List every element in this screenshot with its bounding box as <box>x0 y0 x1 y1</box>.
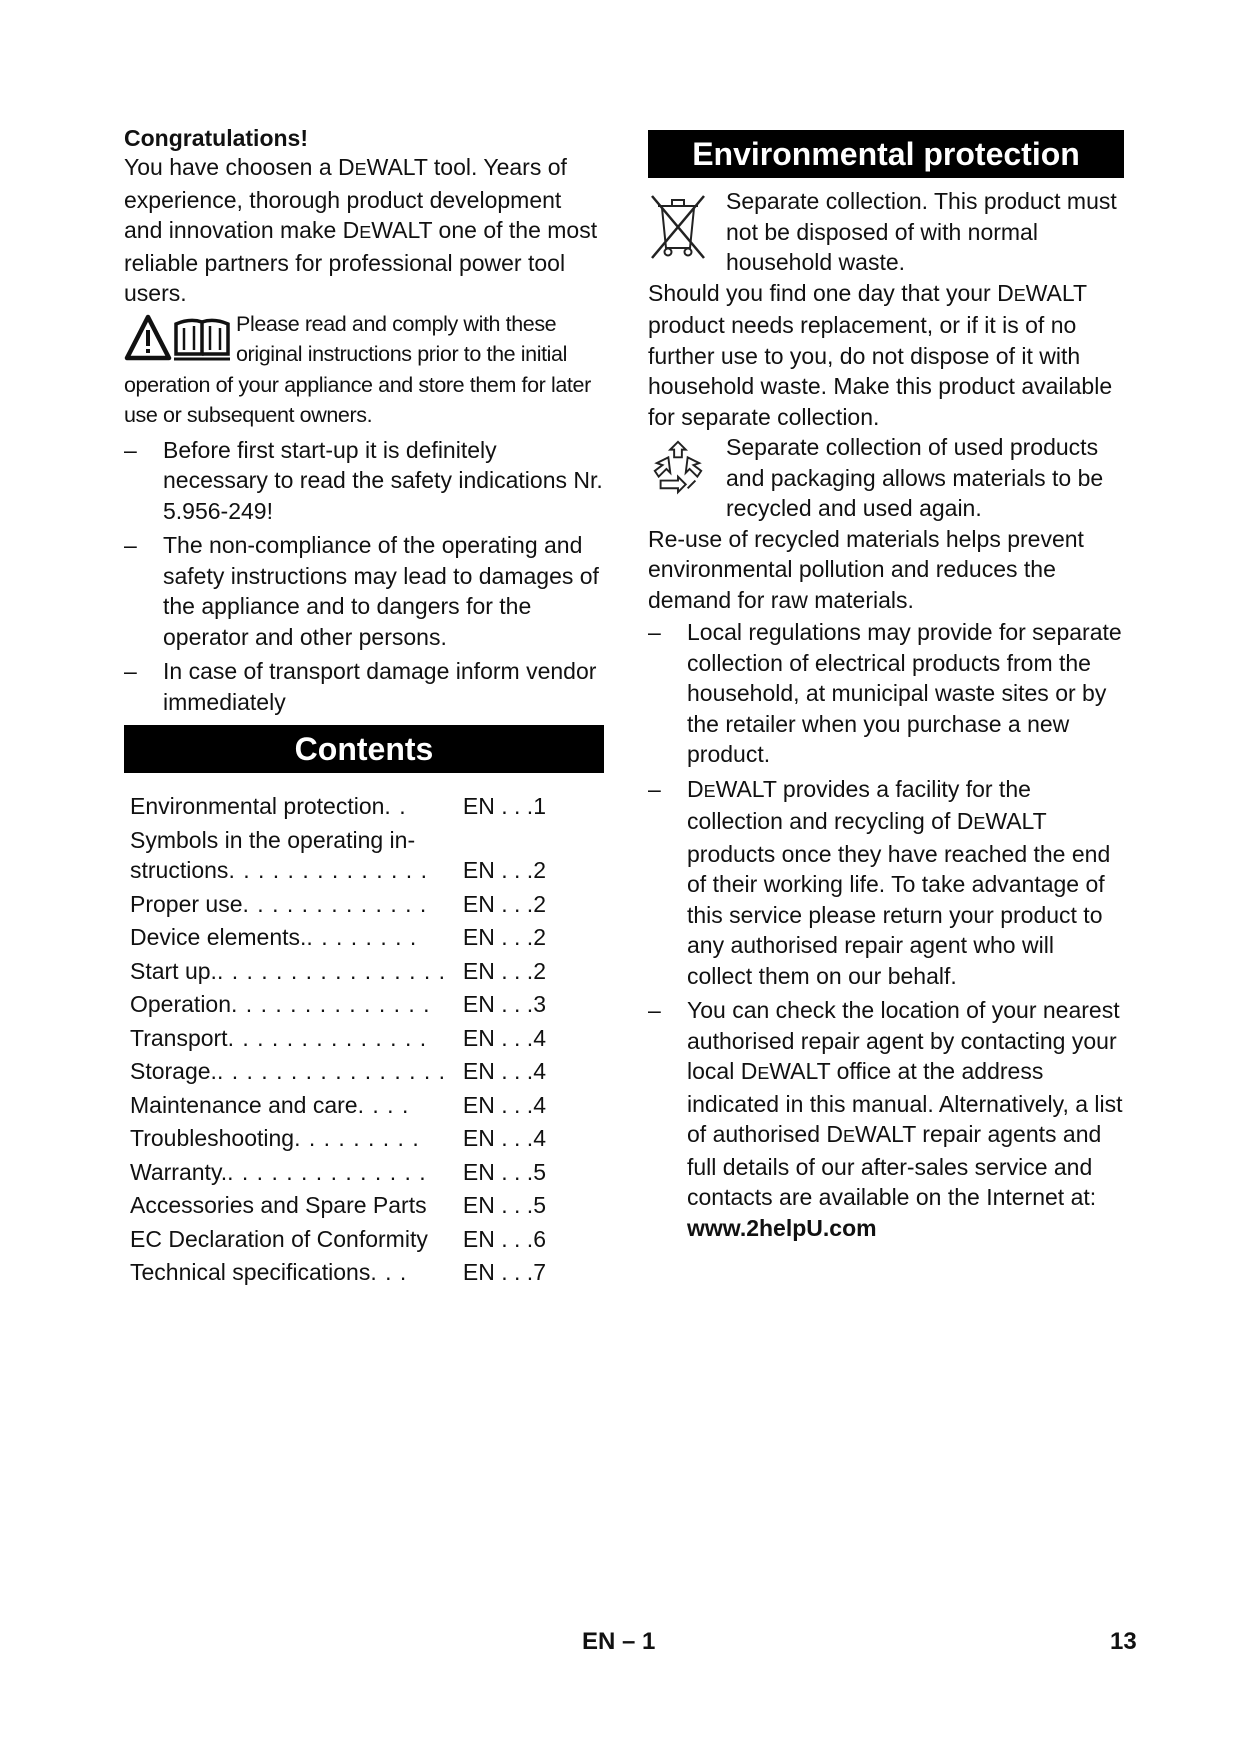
toc-entry-storage[interactable]: Storage. . . . . . . . . . . . . . . . . EN . . .4 <box>130 1058 546 1084</box>
right-column <box>648 124 1124 1247</box>
toc-entry-technical-specifications[interactable]: Technical specifications . . . EN . . .7 <box>130 1259 546 1285</box>
toc-entry-device-elements[interactable]: Device elements. . . . . . . . . EN . . .2 <box>130 924 546 950</box>
toc-entry-proper-use[interactable]: Proper use . . . . . . . . . . . . . EN . . .2 <box>130 890 546 917</box>
recycling-icon <box>648 438 708 496</box>
helpu-link[interactable]: www.2helpU.com <box>687 1214 877 1241</box>
contents-heading: Contents <box>124 725 604 773</box>
toc-entry-symbols-line1[interactable]: Symbols in the operating in- <box>130 826 416 853</box>
table-of-contents <box>124 791 604 1288</box>
toc-entry-start-up[interactable]: Start up. . . . . . . . . . . . . . . . . EN . . .2 <box>130 957 546 984</box>
recycling-block <box>648 432 1124 524</box>
toc-entry-accessories[interactable]: Accessories and Spare Parts EN . . .5 <box>130 1192 546 1218</box>
list-item: – Local regulations may provide for separate collection of electrical products from the household, at municipal waste sites or by the retailer when you purchase a new product. <box>648 619 1122 767</box>
reuse-paragraph: Re-use of recycled materials helps prevent environmental pollution and reduces the demand for raw materials. <box>648 525 1084 613</box>
page-number: 13 <box>1110 1628 1137 1655</box>
environmental-protection-heading: Environmental protection <box>648 130 1124 178</box>
recycling-text: Separate collection of used products and packaging allows materials to be recycled and used again. <box>726 434 1104 521</box>
safety-bullet-list <box>124 435 604 718</box>
left-column <box>124 124 604 1291</box>
warning-manual-icon <box>124 314 236 362</box>
toc-entry-warranty[interactable]: Warranty. . . . . . . . . . . . . . . EN . . .5 <box>130 1158 546 1185</box>
intro-paragraph: You have choosen a DEWALT tool. Years of experience, thorough product development and innovation make DEWALT one of the most reliable partners for professional power tool users. <box>124 154 598 306</box>
warning-text: Please read and comply with these original instructions prior to the initial operation of your appliance and store them for later use or subsequent owners. <box>124 311 591 427</box>
toc-entry-ec-declaration[interactable]: EC Declaration of Conformity EN . . .6 <box>130 1225 546 1252</box>
separate-collection-text: Separate collection. This product must not be disposed of with normal household waste. <box>726 188 1117 275</box>
list-item: – You can check the location of your nearest authorised repair agent by contacting your local DEWALT office at the address indicated in this manual. Alternatively, a list of authorised DEWALT repair agents and full details of our after-sales service and contacts are available on the Internet at: www.2helpU.com <box>648 997 1123 1241</box>
toc-entry-symbols[interactable]: structions . . . . . . . . . . . . . . EN . . .2 <box>130 857 546 883</box>
list-item: – The non-compliance of the operating and safety instructions may lead to damages of the appliance and to dangers for the operator and other persons. <box>124 532 599 650</box>
toc-entry-operation[interactable]: Operation . . . . . . . . . . . . . . EN . . .3 <box>130 991 546 1017</box>
congratulations-heading: Congratulations! <box>124 125 308 151</box>
crossed-bin-icon <box>648 192 708 262</box>
toc-entry-troubleshooting[interactable]: Troubleshooting . . . . . . . . . EN . . .4 <box>130 1125 546 1151</box>
toc-entry-environmental-protection[interactable]: Environmental protection . . EN . . .1 <box>130 793 546 819</box>
list-item: – Before first start-up it is definitely necessary to read the safety indications Nr. 5.956-249! <box>124 436 603 524</box>
read-instructions-notice <box>124 309 604 431</box>
page-section-label: EN – 1 <box>582 1628 656 1655</box>
toc-entry-transport[interactable]: Transport . . . . . . . . . . . . . . EN . . .4 <box>130 1024 546 1051</box>
separate-collection-block <box>648 186 1124 278</box>
replacement-paragraph: Should you find one day that your DEWALT product needs replacement, or if it is of no further use to you, do not dispose of it with household waste. Make this product available for separate collection. <box>648 279 1113 430</box>
environment-bullet-list <box>648 617 1124 1243</box>
toc-entry-maintenance[interactable]: Maintenance and care . . . . EN . . .4 <box>130 1091 546 1118</box>
list-item: – DEWALT provides a facility for the collection and recycling of DEWALT products once they have reached the end of their working life. To take advantage of this service please return your product to any authorised repair agent who will collect them on our behalf. <box>648 775 1111 989</box>
list-item: – In case of transport damage inform vendor immediately <box>124 658 597 715</box>
